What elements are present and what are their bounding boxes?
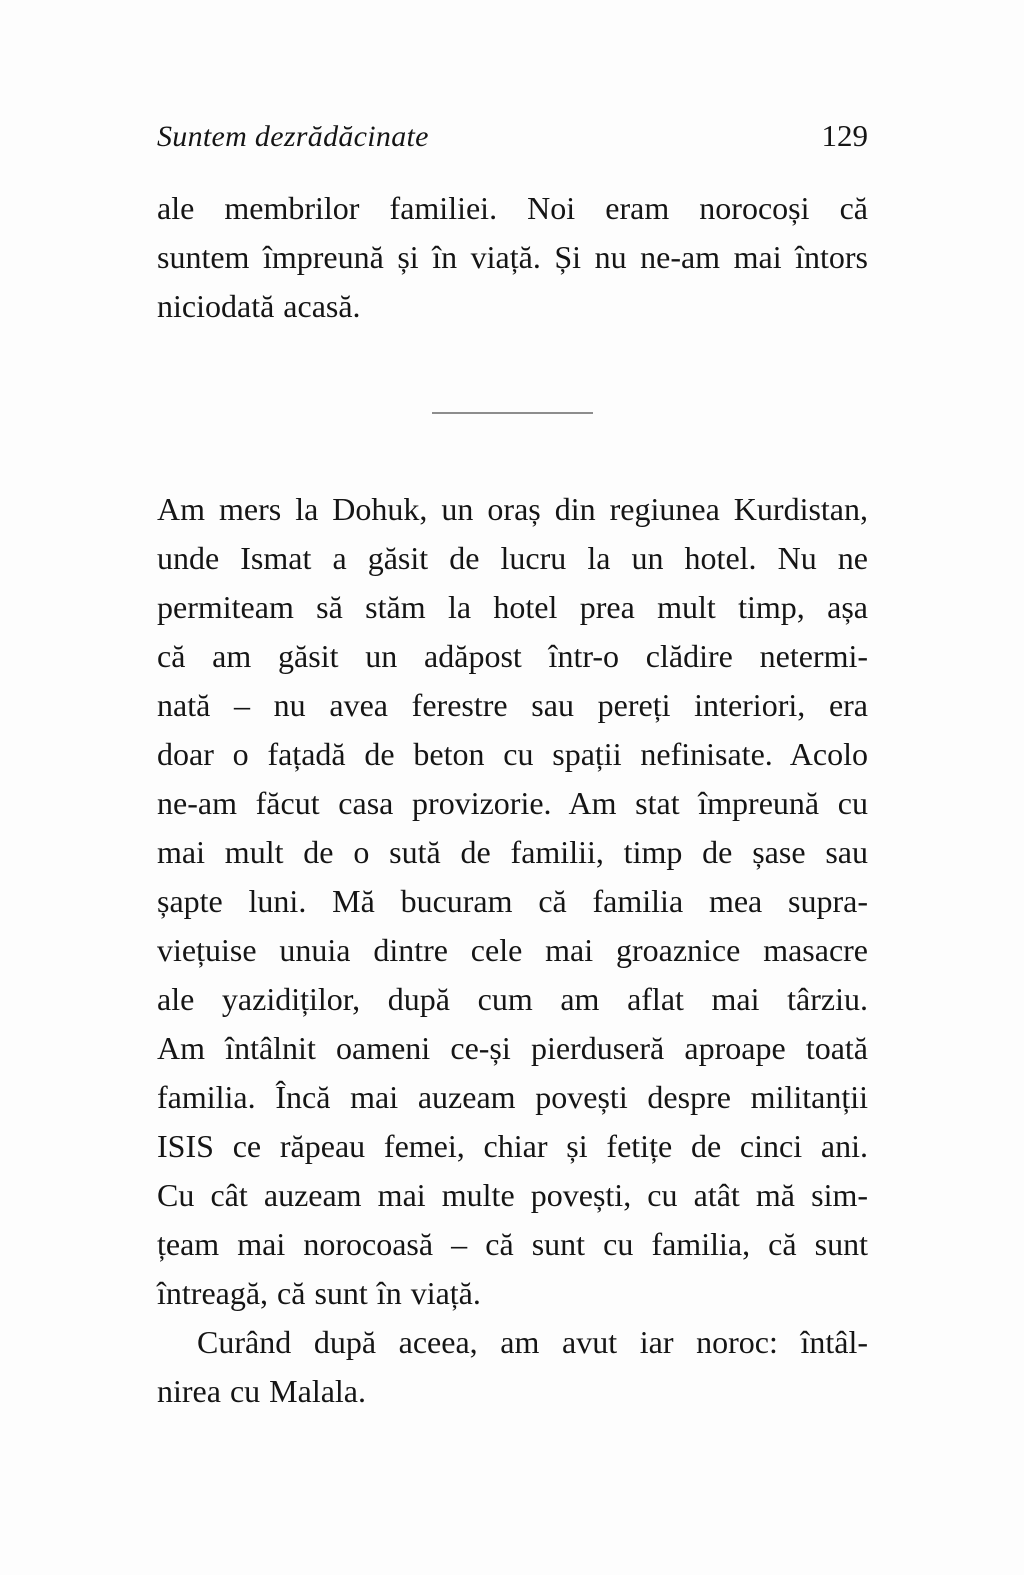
text-line: niciodată acasă. xyxy=(157,288,361,324)
section-divider xyxy=(432,412,593,414)
text-line: ale membrilor familiei. Noi eram norocoși că xyxy=(157,190,868,226)
text-line: Curând după aceea, am avut iar noroc: întâl- xyxy=(197,1324,868,1360)
text-line: ISIS ce răpeau femei, chiar și fetițe de cinci ani. xyxy=(157,1128,868,1164)
page-number: 129 xyxy=(821,118,868,153)
text-line: familia. Încă mai auzeam povești despre militanții xyxy=(157,1079,868,1115)
text-line: Am mers la Dohuk, un oraș din regiunea Kurdistan, xyxy=(157,491,868,527)
text-line: viețuise unuia dintre cele mai groaznice masacre xyxy=(157,932,868,968)
paragraph-main xyxy=(157,485,868,1318)
paragraph-continuation xyxy=(157,184,868,331)
running-header-title: Suntem dezrădăcinate xyxy=(157,120,429,153)
text-line: nată – nu avea ferestre sau pereți interiori, era xyxy=(157,687,868,723)
paragraph-closing xyxy=(157,1318,868,1416)
text-line: Am întâlnit oameni ce-și pierduseră aproape toată xyxy=(157,1030,868,1066)
text-line: că am găsit un adăpost într-o clădire netermi- xyxy=(157,638,868,674)
text-line: ne-am făcut casa provizorie. Am stat împreună cu xyxy=(157,785,868,821)
text-line: mai mult de o sută de familii, timp de șase sau xyxy=(157,834,868,870)
text-line: Cu cât auzeam mai multe povești, cu atât mă sim- xyxy=(157,1177,868,1213)
running-header xyxy=(157,118,868,155)
body-text-block xyxy=(157,485,868,1416)
text-line: doar o fațadă de beton cu spații nefinisate. Acolo xyxy=(157,736,868,772)
text-line: ale yazidiților, după cum am aflat mai târziu. xyxy=(157,981,868,1017)
text-line: întreagă, că sunt în viață. xyxy=(157,1275,481,1311)
text-line: unde Ismat a găsit de lucru la un hotel. Nu ne xyxy=(157,540,868,576)
text-line: permiteam să stăm la hotel prea mult timp, așa xyxy=(157,589,868,625)
text-line: nirea cu Malala. xyxy=(157,1373,366,1409)
text-line: țeam mai norocoasă – că sunt cu familia, că sunt xyxy=(157,1226,868,1262)
text-line: suntem împreună și în viață. Și nu ne-am mai întors xyxy=(157,239,868,275)
text-line: șapte luni. Mă bucuram că familia mea supra- xyxy=(157,883,868,919)
